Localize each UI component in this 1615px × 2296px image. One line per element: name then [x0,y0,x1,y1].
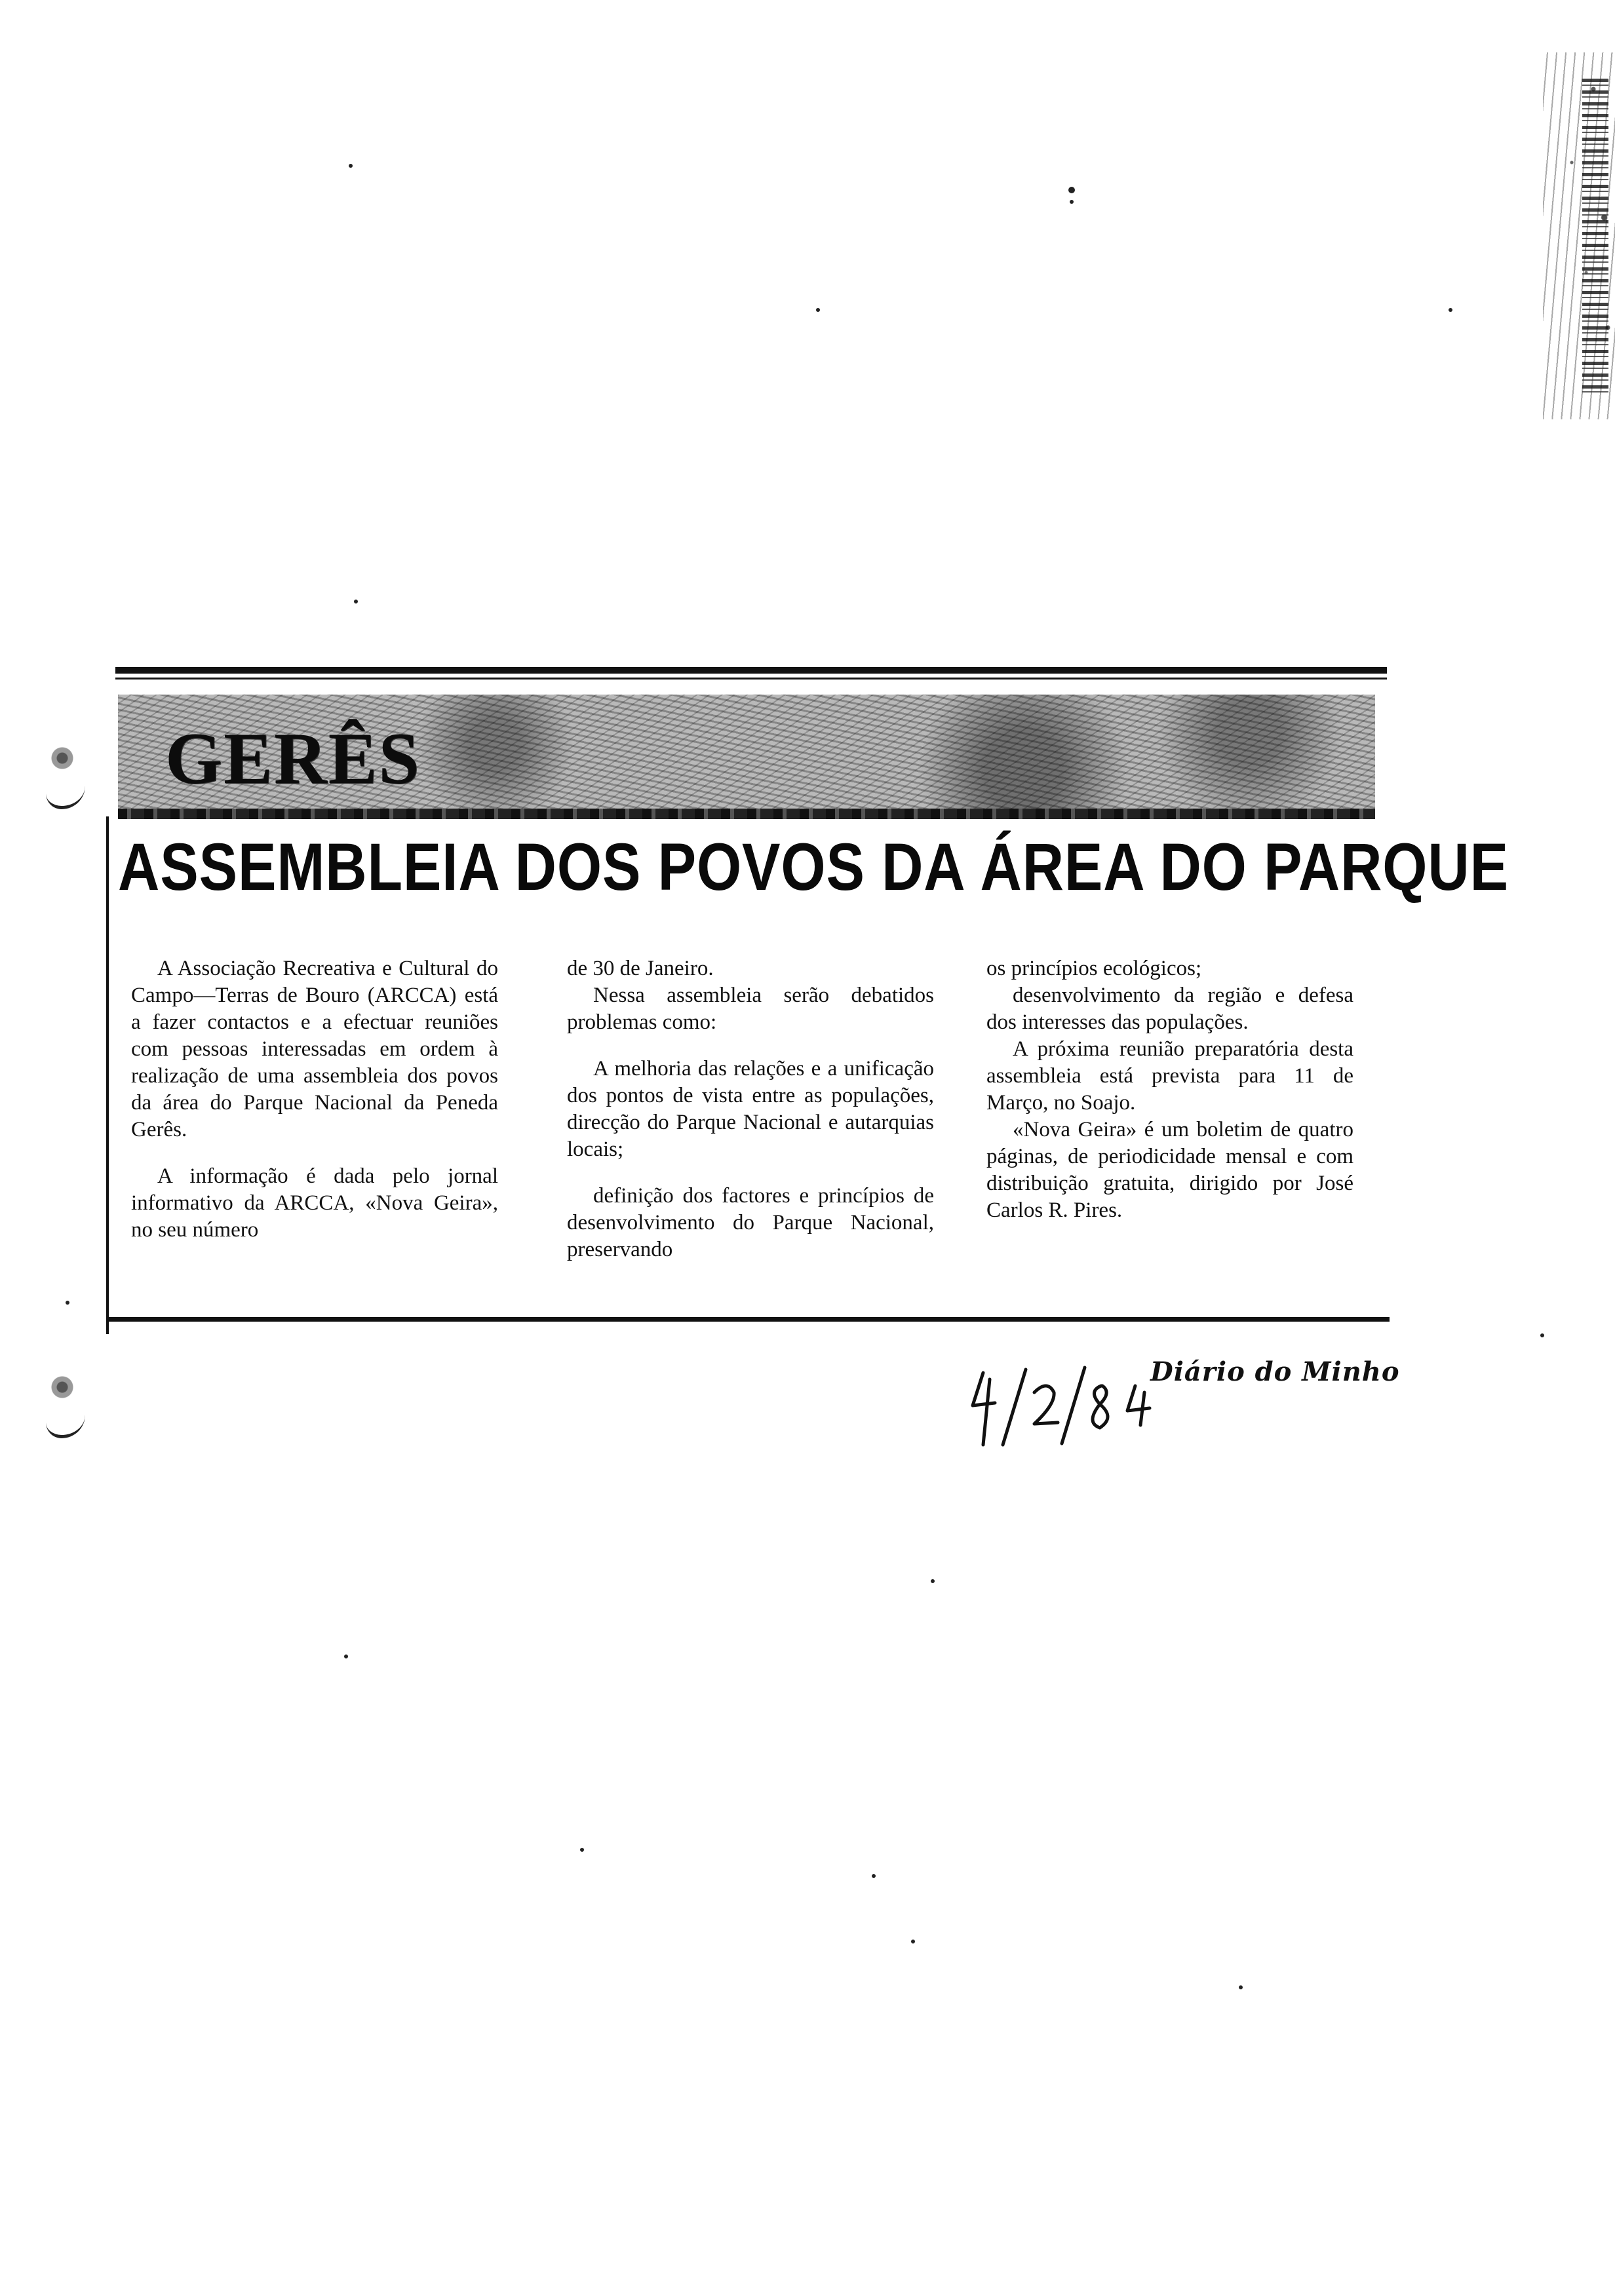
newspaper-clipping [98,667,1509,1342]
paragraph: definição dos factores e princípios de desenvolvimento do Parque Nacional, preservando [567,1184,934,1261]
paragraph: A informação é dada pelo jornal informativo da ARCCA, «Nova Geira», no seu número [131,1164,498,1242]
section-title: GERÊS [165,718,421,799]
article-headline: ASSEMBLEIA DOS POVOS DA ÁREA DO PARQUE [118,830,1509,904]
article-body [131,955,1376,1303]
paragraph: «Nova Geira» é um boletim de quatro páginas, de periodicidade mensal e com distribuição gratuita, dirigido por José Carlos R. Pires. [986,1118,1353,1222]
paragraph: desenvolvimento da região e defesa dos interesses das populações. [986,984,1353,1034]
article-column-2 [567,955,934,1263]
article-column-3 [986,955,1353,1224]
paragraph: A Associação Recreativa e Cultural do Campo—Terras de Bouro (ARCCA) está a fazer contactos e a efectuar reuniões com pessoas interessadas em ordem à realização de uma assembleia dos povos da área do Parque Nacional da Peneda Gerês. [131,957,498,1141]
newspaper-source-masthead: Diário do Minho [1150,1356,1400,1387]
paragraph: A melhoria das relações e a unificação dos pontos de vista entre as populações, direcção do Parque Nacional e autarquias locais; [567,1057,934,1161]
scan-speck [816,308,820,312]
hole-punch-mark-bottom [46,1369,85,1442]
bottom-rule [107,1317,1390,1322]
scan-speck [1540,1333,1544,1337]
scan-speck [931,1579,935,1583]
paragraph: Nessa assembleia serão debatidos problemas como: [567,984,934,1034]
paragraph: os princípios ecológicos; [986,957,1202,980]
paragraph: A próxima reunião preparatória desta assembleia está prevista para 11 de Março, no Soajo. [986,1037,1353,1115]
scan-speck [1449,308,1452,312]
scan-speck [1068,187,1075,193]
scan-speck [872,1874,876,1878]
article-column-1 [131,955,498,1244]
scan-speck [911,1940,915,1943]
handwritten-date-annotation [963,1360,1160,1451]
hole-punch-mark-top [46,740,85,813]
scan-speck [344,1655,348,1658]
scan-speck [354,600,358,603]
scan-speck [580,1848,584,1852]
scan-speck [1239,1985,1243,1989]
scan-noise-right-edge-strip [1582,79,1608,393]
paragraph: de 30 de Janeiro. [567,957,714,980]
top-rule [115,667,1387,674]
scan-speck [1070,200,1074,204]
scan-speck [66,1301,69,1305]
section-banner [118,695,1375,819]
banner-halftone-strip [118,809,1375,819]
scan-speck [349,164,353,168]
top-rule-thin [115,678,1387,679]
left-column-rule [106,816,109,1334]
